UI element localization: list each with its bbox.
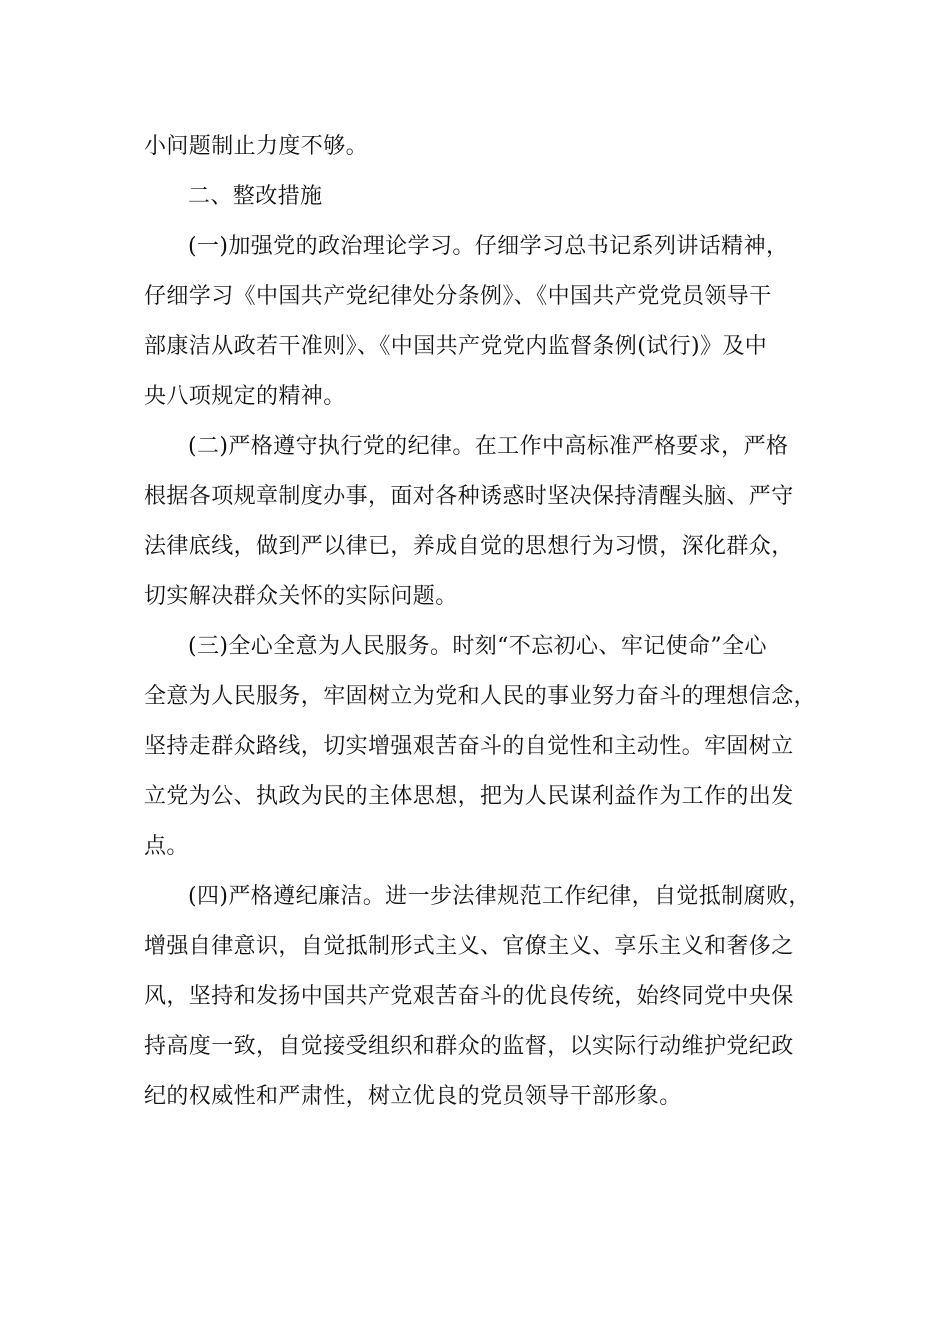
text-line: 小问题制止力度不够。 — [144, 134, 369, 159]
text-line: 全意为人民服务，牢固树立为党和人民的事业努力奋斗的理想信念， — [144, 684, 817, 709]
text-line: 仔细学习《中国共产党纪律处分条例》、《中国共产党党员领导干 — [144, 284, 772, 309]
text-line: 增强自律意识，自觉抵制形式主义、官僚主义、享乐主义和奢侈之 — [144, 934, 794, 959]
text-line: 法律底线，做到严以律已，养成自觉的思想行为习惯，深化群众， — [144, 534, 794, 559]
text-line: 点。 — [144, 834, 189, 859]
section-heading: 二、整改措施 — [188, 184, 323, 209]
text-line: 坚持走群众路线，切实增强艰苦奋斗的自觉性和主动性。牢固树立 — [144, 734, 794, 759]
text-line: (四)严格遵纪廉洁。进一步法律规范工作纪律，自觉抵制腐败， — [188, 884, 811, 909]
text-line: 根据各项规章制度办事，面对各种诱惑时坚决保持清醒头脑、严守 — [144, 484, 794, 509]
text-line: 风，坚持和发扬中国共产党艰苦奋斗的优良传统，始终同党中央保 — [144, 984, 794, 1009]
text-line: (一)加强党的政治理论学习。仔细学习总书记系列讲话精神， — [188, 234, 789, 259]
text-line: 央八项规定的精神。 — [144, 384, 346, 409]
text-line: (二)严格遵守执行党的纪律。在工作中高标准严格要求，严格 — [188, 434, 789, 459]
text-line: (三)全心全意为人民服务。时刻“不忘初心、牢记使命”全心 — [188, 634, 767, 659]
text-line: 立党为公、执政为民的主体思想，把为人民谋利益作为工作的出发 — [144, 784, 794, 809]
text-line: 持高度一致，自觉接受组织和群众的监督，以实际行动维护党纪政 — [144, 1034, 794, 1059]
text-line: 纪的权威性和严肃性，树立优良的党员领导干部形象。 — [144, 1084, 682, 1109]
document-body — [144, 122, 832, 1122]
text-line: 切实解决群众关怀的实际问题。 — [144, 584, 458, 609]
text-line: 部康洁从政若干准则》、《中国共产党党内监督条例(试行)》及中 — [144, 334, 768, 359]
